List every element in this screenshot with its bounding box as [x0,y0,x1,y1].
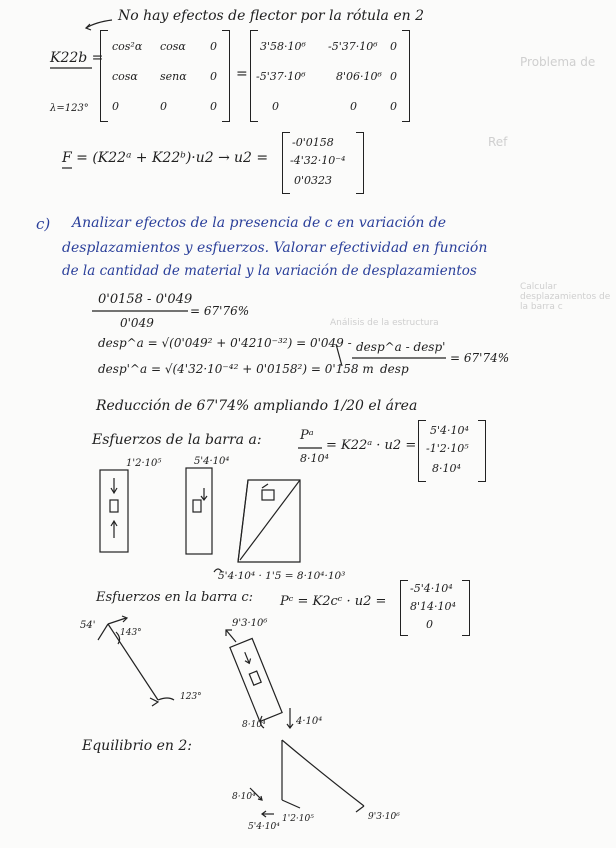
matrix-cell: 0 [272,100,279,113]
matrix-cell: 0 [210,100,217,113]
header-note: No hay efectos de flector por la rótula en 2 [118,8,424,24]
desp-b-equation: desp'^a = √(4'32·10⁻⁴² + 0'0158²) = 0'158 m [98,362,374,376]
bleed-text-3: Calcular desplazamientos de la barra c [520,282,611,312]
force-equation: F = (K22ᵃ + K22ᵇ)·u2 → [62,150,230,166]
matrix-cell: 0 [210,70,217,83]
bleed-text-2: Ref [488,135,508,149]
matrix-cell: 3'58·10⁶ [260,40,306,53]
ratio-denominator: desp [380,362,409,376]
equil-force-2: 5'4·10⁴ [248,822,280,832]
vector-cell: 0 [426,618,433,631]
bleed-text-1: Problema de [520,55,596,69]
matrix-cell: 0 [112,100,119,113]
vector-cell: 5'4·10⁴ [430,424,469,437]
vector-cell: -1'2·10⁵ [426,442,469,455]
bar-c-sketch [230,638,282,721]
vector-cell: -0'0158 [292,136,334,149]
axial-label: 1'2·10⁵ [126,458,162,469]
equil-force-4: 9'3·10⁶ [368,812,400,822]
moment-label: 5'4·10⁴ · 1'5 = 8·10⁴·10³ [218,570,346,582]
angle-143: 143° [120,628,142,638]
matrix-cell: 0 [160,100,167,113]
esfuerzos-a-label: Esfuerzos de la barra a: [92,432,262,448]
shear-label: 5'4·10⁴ [194,456,230,467]
matrix-cell: 0 [390,70,397,83]
vector-cell: -4'32·10⁻⁴ [290,154,346,167]
esfuerzos-a-den: 8·10⁴ [300,452,329,465]
matrix-cell: 0 [390,40,397,53]
matrix-cell: 0 [390,100,397,113]
matrix-cell: 8'06·10⁶ [336,70,382,83]
matrix-cell: 0 [350,100,357,113]
bleed-text-4: Análisis de la estructura [330,318,439,328]
vector-cell: 8'14·10⁴ [410,600,456,613]
k22b-label: K22b = [50,50,104,66]
calc1-denominator: 0'049 [120,316,154,330]
angle-label: λ=123° [50,103,89,114]
esfuerzos-a-formula: = K22ᵃ · u2 = [326,438,417,453]
matrix-cell: cos²α [112,40,143,53]
force-label-2: 54' [80,620,96,631]
force-label-b: 4·10⁴ [296,716,323,727]
esfuerzos-c-label: Esfuerzos en la barra c: [96,590,254,605]
vector-cell: 0'0323 [294,174,333,187]
calc1-result: = 67'76% [190,304,250,318]
equilibrium-member-2 [282,740,364,806]
desp-a-equation: desp^a = √(0'049² + 0'4210⁻³²) = 0'049 - [98,336,352,350]
shear-diagram-box [186,468,212,554]
matrix-cell: -5'37·10⁶ [256,70,306,83]
equilibrio-label: Equilibrio en 2: [82,738,193,754]
matrix-cell: cosα [112,70,138,83]
matrix-cell: cosα [160,40,186,53]
calc1-numerator: 0'0158 - 0'049 [98,292,193,307]
angle-123: 123° [180,692,202,702]
ratio-numerator: desp^a - desp' [356,340,446,354]
ratio-result: = 67'74% [450,351,510,365]
section-c-line-2: desplazamientos y esfuerzos. Valorar efectividad en función [62,240,488,256]
matrix-cell: 0 [210,40,217,53]
matrix-cell: senα [160,70,187,83]
matrix-cell: -5'37·10⁶ [328,40,378,53]
equil-force-1: 8·10⁴ [232,792,256,802]
section-c-line-1: Analizar efectos de la presencia de c en variación de [72,215,447,231]
esfuerzos-a-num: Pᵃ [300,428,314,443]
vector-cell: -5'4·10⁴ [410,582,453,595]
equals-sign: = [236,66,248,82]
force-label-a: 8·10⁴ [242,720,266,730]
equil-force-3: 1'2·10⁵ [282,814,314,824]
esfuerzos-c-formula: Pᶜ = K2cᶜ · u2 = [280,594,387,609]
force-label-1: 9'3·10⁶ [232,618,268,629]
u2-label: u2 = [234,150,269,166]
reduction-note: Reducción de 67'74% ampliando 1/20 el área [96,398,418,414]
section-c-marker: c) [36,215,51,233]
section-c-line-3: de la cantidad de material y la variación de desplazamientos [62,263,477,279]
vector-cell: 8·10⁴ [432,462,461,475]
